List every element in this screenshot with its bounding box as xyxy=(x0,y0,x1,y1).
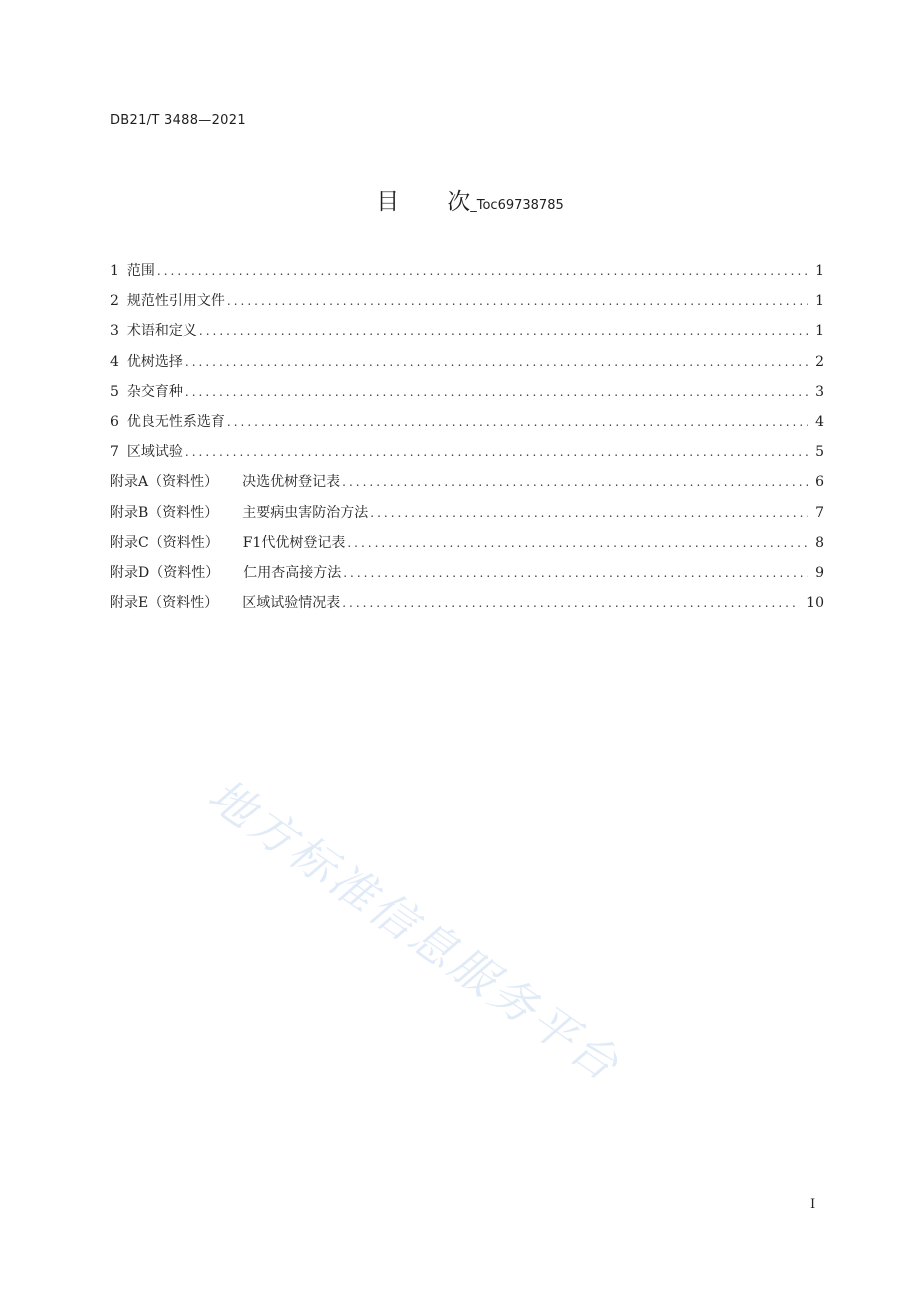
toc-leader-dots xyxy=(199,318,808,344)
toc-entry-number: 2 xyxy=(110,293,119,310)
toc-entry-page: 8 xyxy=(815,534,824,551)
toc-entry-annex[interactable] xyxy=(110,469,824,499)
toc-leader-dots xyxy=(370,500,808,526)
toc-leader-dots xyxy=(227,288,808,314)
toc-entry-number: 附录B（资料性） xyxy=(110,504,219,521)
toc-entry-title: 范围 xyxy=(126,263,155,279)
toc-entry-page: 9 xyxy=(815,564,824,581)
watermark: 地方标准信息服务平台 xyxy=(198,768,631,1093)
toc-leader-dots xyxy=(343,560,808,586)
toc-entry-title: 区域试验 xyxy=(126,444,183,461)
toc-entry-annex[interactable] xyxy=(110,560,824,590)
toc-list xyxy=(110,258,824,620)
toc-leader-dots xyxy=(185,439,808,465)
toc-entry-title: 主要病虫害防治方法 xyxy=(242,504,369,521)
toc-entry-annex[interactable] xyxy=(110,530,824,560)
toc-entry-page: 1 xyxy=(815,263,824,279)
toc-entry-title: 术语和定义 xyxy=(126,323,197,340)
toc-leader-dots xyxy=(157,258,808,284)
toc-entry-number: 附录D（资料性） xyxy=(110,564,220,581)
toc-entry-title: F1代优树登记表 xyxy=(242,534,346,551)
toc-entry-title: 杂交育种 xyxy=(126,383,183,400)
toc-title xyxy=(0,183,920,216)
toc-leader-dots xyxy=(185,379,808,405)
toc-entry-number: 4 xyxy=(110,353,119,370)
toc-entry[interactable] xyxy=(110,349,824,379)
toc-entry-page: 10 xyxy=(806,595,824,612)
toc-entry-page: 6 xyxy=(815,474,824,491)
toc-entry-page: 1 xyxy=(815,323,824,340)
toc-entry-number: 附录A（资料性） xyxy=(110,474,219,491)
toc-entry-annex[interactable] xyxy=(110,500,824,530)
toc-leader-dots xyxy=(342,590,800,616)
toc-entry-title: 优树选择 xyxy=(126,353,183,370)
toc-entry-page: 2 xyxy=(815,353,824,370)
toc-leader-dots xyxy=(227,409,808,435)
toc-title-part1: 目 xyxy=(376,189,400,215)
toc-entry[interactable] xyxy=(110,439,824,469)
standard-code: DB21/T 3488—2021 xyxy=(110,113,246,128)
toc-title-part2: 次 xyxy=(447,189,471,215)
toc-entry-number: 6 xyxy=(110,413,119,430)
toc-entry[interactable] xyxy=(110,318,824,348)
toc-entry-number: 附录E（资料性） xyxy=(110,595,219,612)
toc-entry[interactable] xyxy=(110,258,824,288)
toc-entry-title: 区域试验情况表 xyxy=(242,595,341,612)
toc-anchor-label: _Toc69738785 xyxy=(470,198,564,213)
toc-entry-page: 1 xyxy=(815,293,824,310)
toc-entry[interactable] xyxy=(110,409,824,439)
toc-entry-page: 3 xyxy=(815,383,824,400)
toc-entry-title: 仁用杏高接方法 xyxy=(243,564,342,581)
toc-entry-number: 3 xyxy=(110,323,119,340)
toc-entry-page: 5 xyxy=(815,444,824,461)
toc-leader-dots xyxy=(347,530,808,556)
toc-entry-page: 7 xyxy=(815,504,824,521)
toc-leader-dots xyxy=(185,349,808,375)
toc-entry-title: 优良无性系选育 xyxy=(126,413,225,430)
page-number: I xyxy=(810,1197,816,1212)
toc-entry-number: 1 xyxy=(110,263,119,279)
toc-entry[interactable] xyxy=(110,379,824,409)
toc-entry-page: 4 xyxy=(815,413,824,430)
toc-entry-title: 决选优树登记表 xyxy=(242,474,341,491)
toc-leader-dots xyxy=(342,469,808,495)
toc-entry-number: 附录C（资料性） xyxy=(110,534,219,551)
toc-entry-title: 规范性引用文件 xyxy=(126,293,225,310)
toc-entry-number: 7 xyxy=(110,444,119,461)
toc-entry-annex[interactable] xyxy=(110,590,824,620)
toc-entry[interactable] xyxy=(110,288,824,318)
toc-entry-number: 5 xyxy=(110,383,119,400)
